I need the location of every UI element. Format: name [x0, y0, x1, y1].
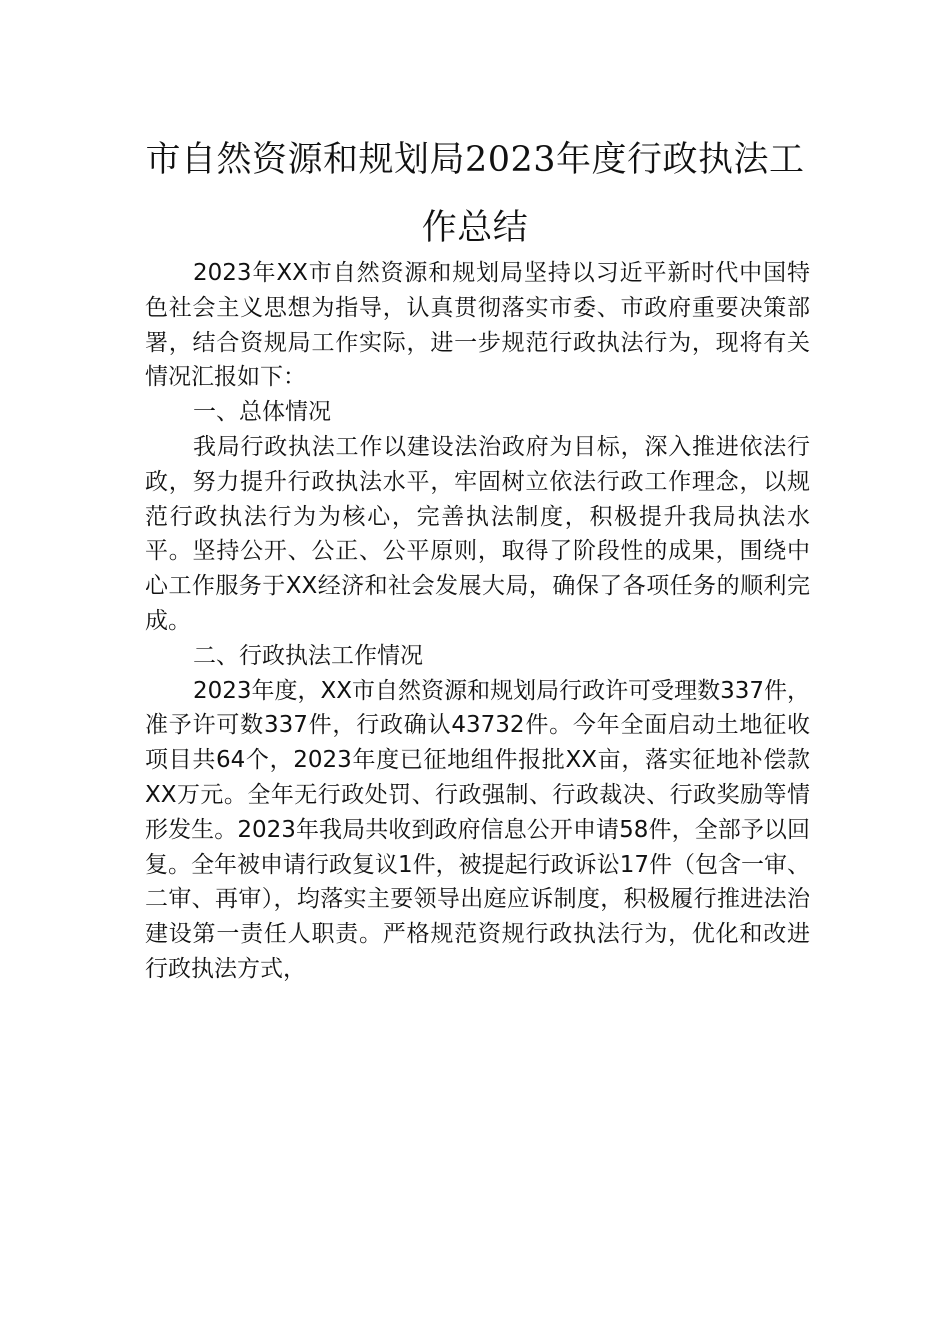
- document-title: 市自然资源和规划局2023年度行政执法工作总结: [145, 140, 805, 248]
- document-body: [145, 256, 810, 987]
- section-heading-overall: 一、总体情况: [193, 399, 331, 426]
- section-heading-enforcement: 二、行政执法工作情况: [193, 642, 423, 669]
- section-paragraph-enforcement: 2023年度，XX市自然资源和规划局行政许可受理数337件，准予许可数337件，行政确认43732件。今年全面启动土地征收项目共64个，2023年度已征地组件报批XX亩，落实征地补偿款XX万元。全年无行政处罚、行政强制、行政裁决、行政奖励等情形发生。2023年我局共收到政府信息公开申请58件，全部予以回复。全年被申请行政复议1件，被提起行政诉讼17件（包含一审、二审、再审），均落实主要领导出庭应诉制度，积极履行推进法治建设第一责任人职责。严格规范资规行政执法行为，优化和改进行政执法方式，: [145, 677, 810, 982]
- intro-paragraph: 2023年XX市自然资源和规划局坚持以习近平新时代中国特色社会主义思想为指导，认真贯彻落实市委、市政府重要决策部署，结合资规局工作实际，进一步规范行政执法行为，现将有关情况汇报如下：: [145, 260, 810, 391]
- section-paragraph-overall: 我局行政执法工作以建设法治政府为目标，深入推进依法行政，努力提升行政执法水平，牢固树立依法行政工作理念，以规范行政执法行为为核心，完善执法制度，积极提升我局执法水平。坚持公开、公正、公平原则，取得了阶段性的成果，围绕中心工作服务于XX经济和社会发展大局，确保了各项任务的顺利完成。: [145, 433, 810, 634]
